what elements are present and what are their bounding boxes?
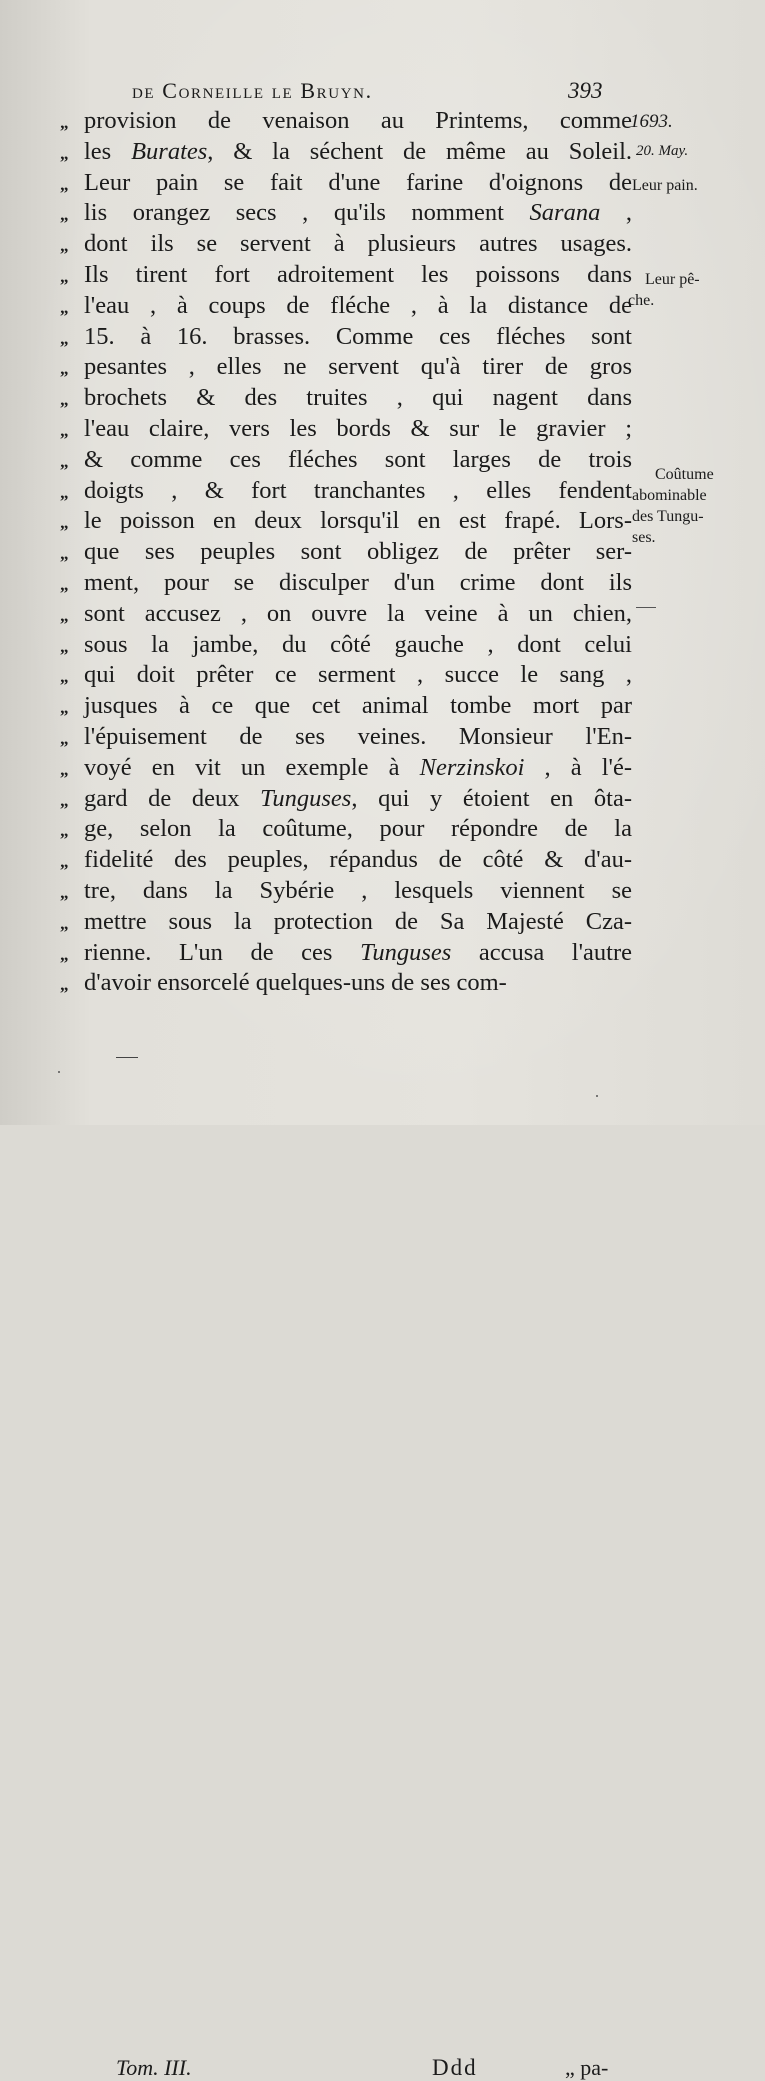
text-line	[60, 168, 630, 199]
line-text-post: accusa l'autre	[451, 938, 632, 966]
line-text-pre: gard de deux	[84, 784, 261, 812]
quote-mark: „	[60, 852, 68, 872]
page-footer	[0, 1025, 765, 2080]
line-text: Leur pain se fait d'une farine d'oignons de	[84, 168, 632, 196]
quote-mark: „	[60, 698, 68, 718]
quote-mark: „	[60, 636, 68, 656]
line-text: mettre sous la protection de Sa Majesté Cza-	[84, 907, 632, 935]
line-text: sous la jambe, du côté gauche , dont celui	[84, 630, 632, 658]
line-text: l'eau , à coups de fléche , à la distance de	[84, 291, 632, 319]
text-line	[60, 814, 630, 845]
line-text-italic: Burates	[131, 137, 208, 165]
text-line	[60, 599, 630, 630]
quote-mark: „	[60, 174, 68, 194]
margin-date: 20. May.	[636, 143, 689, 159]
quote-mark: „	[60, 297, 68, 317]
text-line	[60, 691, 630, 722]
line-text: brochets & des truites , qui nagent dans	[84, 384, 632, 412]
text-line	[60, 537, 630, 568]
quote-mark: „	[60, 420, 68, 440]
text-line	[60, 291, 630, 322]
quote-mark: „	[60, 944, 68, 964]
line-text-pre: rienne. L'un de ces	[84, 938, 361, 966]
quote-mark: „	[60, 266, 68, 286]
line-text: 15. à 16. brasses. Comme ces fléches sont	[84, 322, 632, 350]
margin-note-peche-2: che.	[628, 292, 655, 309]
volume-marker: Tom. III.	[116, 2055, 192, 2080]
quote-mark: „	[60, 544, 68, 564]
text-line	[60, 722, 630, 753]
text-line	[60, 383, 630, 414]
signature-mark: Ddd	[432, 2055, 478, 2080]
line-text-italic: Tunguses	[260, 784, 352, 812]
margin-note-coutume-4: ses.	[632, 529, 656, 546]
quote-mark: „	[60, 975, 68, 995]
line-text: qui doit prêter ce serment , succe le sang ,	[84, 661, 632, 689]
text-line	[60, 784, 630, 815]
text-line	[60, 845, 630, 876]
quote-mark: „	[60, 821, 68, 841]
text-line	[60, 968, 630, 999]
line-text	[84, 137, 632, 168]
margin-note-coutume-3: des Tungu-	[632, 508, 704, 525]
quote-mark: „	[60, 574, 68, 594]
margin-rule	[636, 607, 656, 608]
quote-mark: „	[60, 236, 68, 256]
line-text-post: , & la séchent de même au Soleil.	[207, 137, 633, 165]
line-text: que ses peuples sont obligez de prêter ser-	[84, 538, 632, 566]
text-line	[60, 938, 630, 969]
text-line	[60, 630, 630, 661]
line-text: ment, pour se disculper d'un crime dont ils	[84, 568, 632, 596]
line-text	[84, 784, 632, 815]
line-text-post: ,	[600, 199, 633, 227]
quote-mark: „	[60, 913, 68, 933]
paper-speck	[58, 1071, 60, 1073]
tome-underline	[116, 1057, 138, 1058]
text-line	[60, 414, 630, 445]
text-line	[60, 506, 630, 537]
text-line	[60, 260, 630, 291]
margin-note-coutume-2: abominable	[632, 487, 707, 504]
line-text-italic: Nerzinskoi	[419, 753, 525, 781]
quote-mark: „	[60, 667, 68, 687]
line-text: d'avoir ensorcelé quelques-uns de ses com-	[84, 969, 507, 997]
line-text: ge, selon la coûtume, pour répondre de la	[84, 815, 632, 843]
quote-mark: „	[60, 513, 68, 533]
line-text-post: , à l'é-	[524, 753, 632, 781]
quote-mark: „	[60, 882, 68, 902]
quote-mark: „	[60, 359, 68, 379]
line-text	[84, 198, 632, 229]
line-text: sont accusez , on ouvre la veine à un chien,	[84, 599, 632, 627]
text-line	[60, 322, 630, 353]
quote-mark: „	[60, 451, 68, 471]
text-line	[60, 568, 630, 599]
running-head: de Corneille le Bruyn.	[132, 78, 373, 103]
text-line	[60, 106, 630, 137]
text-line	[60, 137, 633, 168]
line-text: dont ils se servent à plusieurs autres usages.	[84, 230, 632, 258]
page-header	[0, 0, 765, 110]
line-text-pre: voyé en vit un exemple à	[84, 753, 420, 781]
page-number: 393	[568, 78, 603, 103]
line-text: jusques à ce que cet animal tombe mort par	[84, 692, 632, 720]
line-text-pre: lis orangez secs , qu'ils nomment	[84, 199, 530, 227]
line-text: provision de venaison au Printems, comme	[84, 107, 632, 134]
text-line	[60, 753, 630, 784]
line-text-post: , qui y étoient en ôta-	[351, 784, 632, 812]
line-text: fidelité des peuples, répandus de côté & d'au-	[84, 846, 632, 874]
text-line	[60, 198, 633, 229]
text-line	[60, 229, 630, 260]
text-line	[60, 876, 630, 907]
line-text-italic: Tunguses	[360, 938, 452, 966]
line-text: l'eau claire, vers les bords & sur le gravier ;	[84, 414, 632, 442]
line-text: & comme ces fléches sont larges de trois	[84, 445, 632, 473]
line-text	[84, 938, 632, 969]
paper-speck	[596, 1095, 598, 1097]
margin-note-peche-1: Leur pê-	[645, 271, 700, 288]
line-text: pesantes , elles ne servent qu'à tirer de gros	[84, 353, 632, 381]
quote-mark: „	[60, 728, 68, 748]
margin-note-pain: Leur pain.	[632, 177, 698, 194]
quote-mark: „	[60, 390, 68, 410]
quote-mark: „	[60, 143, 68, 163]
text-line	[60, 907, 630, 938]
quote-mark: „	[60, 482, 68, 502]
text-line	[60, 445, 630, 476]
line-text-pre: les	[84, 137, 132, 165]
body-text	[60, 106, 633, 999]
quote-mark: „	[60, 328, 68, 348]
line-text: le poisson en deux lorsqu'il en est frapé. Lors-	[84, 507, 632, 535]
line-text: doigts , & fort tranchantes , elles fendent	[84, 476, 632, 504]
text-line	[60, 660, 630, 691]
quote-mark: „	[60, 790, 68, 810]
line-text: Ils tirent fort adroitement les poissons dans	[84, 260, 632, 288]
line-text: l'épuisement de ses veines. Monsieur l'En-	[84, 722, 632, 750]
quote-mark: „	[60, 759, 68, 779]
catchword: „ pa-	[565, 2055, 609, 2080]
quote-mark: „	[60, 205, 68, 225]
line-text-italic: Sarana	[529, 199, 601, 227]
quote-mark: „	[60, 113, 68, 132]
text-line	[60, 352, 630, 383]
text-line	[60, 476, 630, 507]
margin-year: 1693.	[630, 111, 673, 132]
line-text	[84, 753, 632, 784]
quote-mark: „	[60, 605, 68, 625]
margin-note-coutume-1: Coûtume	[655, 466, 714, 483]
line-text: tre, dans la Sybérie , lesquels viennent se	[84, 876, 632, 904]
